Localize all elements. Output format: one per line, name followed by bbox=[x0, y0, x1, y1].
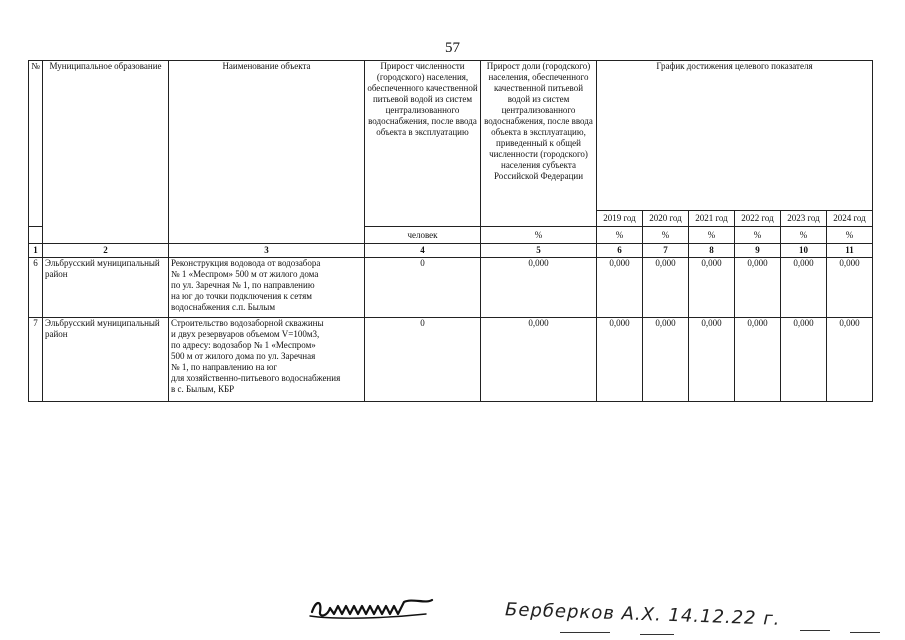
header-share-growth: Прирост доли (городского) населения, обеспеченного качественной питьевой водой из систем централизованного водоснабжения, после ввода объекта в эксплуатацию, приведенный к общей численности (городского) населения субъекта Российской Федерации bbox=[481, 61, 597, 227]
scan-artifact-line bbox=[800, 630, 830, 631]
row-object bbox=[169, 318, 365, 402]
header-year-2023: 2023 год bbox=[781, 211, 827, 227]
unit-percent: % bbox=[781, 227, 827, 244]
object-line: № 1 «Меспром» 500 м от жилого дома bbox=[171, 269, 319, 279]
column-number: 9 bbox=[735, 244, 781, 258]
scan-artifact-line bbox=[560, 632, 610, 633]
object-line: в с. Былым, КБР bbox=[171, 384, 235, 394]
column-number: 6 bbox=[597, 244, 643, 258]
column-number: 3 bbox=[169, 244, 365, 258]
header-num: № bbox=[29, 61, 43, 227]
header-pop-growth: Прирост численности (городского) населения, обеспеченного качественной питьевой водой из систем централизованного водоснабжения, после ввода объекта в эксплуатацию bbox=[365, 61, 481, 227]
row-pop: 0 bbox=[365, 318, 481, 402]
column-number: 10 bbox=[781, 244, 827, 258]
object-line: для хозяйственно-питьевого водоснабжения bbox=[171, 373, 341, 383]
object-line: Строительство водозаборной скважины bbox=[171, 318, 324, 328]
row-year-value: 0,000 bbox=[643, 318, 689, 402]
row-object bbox=[169, 258, 365, 318]
column-number: 2 bbox=[43, 244, 169, 258]
header-object: Наименование объекта bbox=[169, 61, 365, 244]
table-row bbox=[29, 258, 873, 318]
row-year-value: 0,000 bbox=[689, 318, 735, 402]
header-num-unit-blank bbox=[29, 227, 43, 244]
column-number: 8 bbox=[689, 244, 735, 258]
object-line: по ул. Заречная № 1, по направлению bbox=[171, 280, 315, 290]
row-share: 0,000 bbox=[481, 258, 597, 318]
object-line: водоснабжения с.п. Былым bbox=[171, 302, 276, 312]
column-number: 5 bbox=[481, 244, 597, 258]
object-line: Реконструкция водовода от водозабора bbox=[171, 258, 321, 268]
row-year-value: 0,000 bbox=[597, 318, 643, 402]
object-line: на юг до точки подключения к сетям bbox=[171, 291, 312, 301]
row-share: 0,000 bbox=[481, 318, 597, 402]
header-municipality: Муниципальное образование bbox=[43, 61, 169, 244]
unit-percent: % bbox=[827, 227, 873, 244]
header-year-2022: 2022 год bbox=[735, 211, 781, 227]
object-line: 500 м от жилого дома по ул. Заречная bbox=[171, 351, 316, 361]
unit-percent: % bbox=[735, 227, 781, 244]
header-year-2019: 2019 год bbox=[597, 211, 643, 227]
header-schedule: График достижения целевого показателя bbox=[597, 61, 873, 211]
column-number: 11 bbox=[827, 244, 873, 258]
row-num: 6 bbox=[29, 258, 43, 318]
header-year-2021: 2021 год bbox=[689, 211, 735, 227]
row-num: 7 bbox=[29, 318, 43, 402]
row-year-value: 0,000 bbox=[643, 258, 689, 318]
header-year-2024: 2024 год bbox=[827, 211, 873, 227]
object-line: по адресу: водозабор № 1 «Меспром» bbox=[171, 340, 316, 350]
row-year-value: 0,000 bbox=[781, 318, 827, 402]
handwritten-note: Берберков А.Х. 14.12.22 г. bbox=[504, 599, 781, 630]
header-year-2020: 2020 год bbox=[643, 211, 689, 227]
object-line: № 1, по направлению на юг bbox=[171, 362, 278, 372]
scan-artifact-line bbox=[850, 632, 880, 633]
unit-percent: % bbox=[689, 227, 735, 244]
row-year-value: 0,000 bbox=[827, 258, 873, 318]
object-line: и двух резервуаров объемом V=100м3, bbox=[171, 329, 320, 339]
row-year-value: 0,000 bbox=[689, 258, 735, 318]
unit-percent: % bbox=[481, 227, 597, 244]
row-year-value: 0,000 bbox=[781, 258, 827, 318]
page-number: 57 bbox=[445, 40, 460, 56]
row-year-value: 0,000 bbox=[735, 258, 781, 318]
scan-artifact-line bbox=[640, 634, 674, 635]
column-number: 4 bbox=[365, 244, 481, 258]
row-year-value: 0,000 bbox=[597, 258, 643, 318]
row-municipality: Эльбрусский муниципальный район bbox=[43, 258, 169, 318]
unit-percent: % bbox=[597, 227, 643, 244]
table-row bbox=[29, 318, 873, 402]
data-table bbox=[28, 60, 873, 402]
signature-image bbox=[308, 590, 438, 624]
row-pop: 0 bbox=[365, 258, 481, 318]
row-year-value: 0,000 bbox=[735, 318, 781, 402]
unit-people: человек bbox=[365, 227, 481, 244]
row-year-value: 0,000 bbox=[827, 318, 873, 402]
row-municipality: Эльбрусский муниципальный район bbox=[43, 318, 169, 402]
column-number: 1 bbox=[29, 244, 43, 258]
column-number: 7 bbox=[643, 244, 689, 258]
unit-percent: % bbox=[643, 227, 689, 244]
